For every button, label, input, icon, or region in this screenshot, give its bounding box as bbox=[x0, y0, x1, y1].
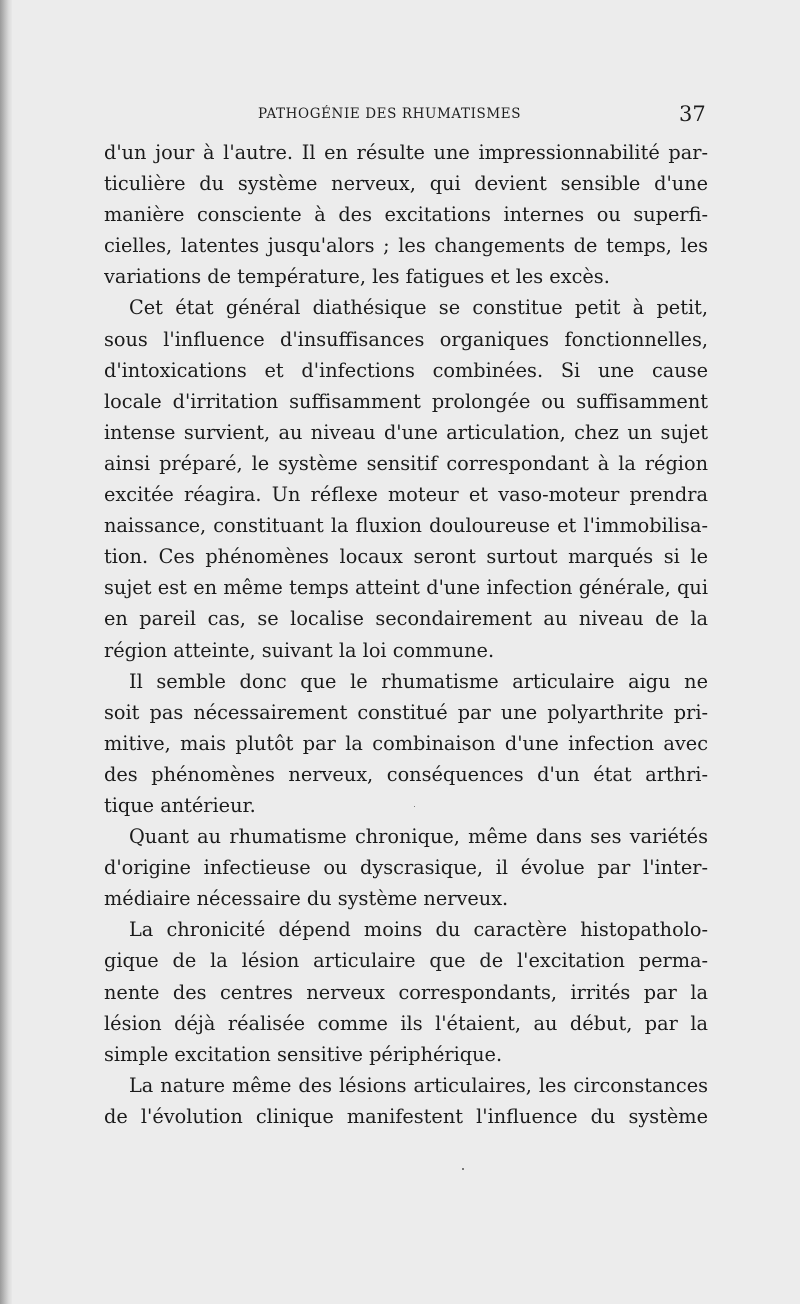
text-line: ainsi préparé, le système sensitif correspondant à la région bbox=[104, 451, 708, 475]
text-line: nente des centres nerveux correspondants, irrités par la bbox=[104, 980, 708, 1004]
text-line: tion. Ces phénomènes locaux seront surtout marqués si le bbox=[104, 545, 708, 569]
print-speck bbox=[462, 1168, 464, 1170]
text-line: La nature même des lésions articulaires, les circonstances bbox=[129, 1073, 708, 1097]
binding-shadow bbox=[0, 0, 12, 1304]
running-title: PATHOGÉNIE DES RHUMATISMES bbox=[258, 106, 522, 122]
text-line: d'intoxications et d'infections combinées. Si une cause bbox=[104, 358, 708, 382]
text-line: région atteinte, suivant la loi commune. bbox=[104, 638, 495, 662]
print-speck bbox=[414, 806, 415, 807]
text-line: en pareil cas, se localise secondairement au niveau de la bbox=[104, 607, 708, 631]
text-line: gique de la lésion articulaire que de l'excitation perma- bbox=[104, 949, 708, 973]
text-line: Cet état général diathésique se constitue petit à petit, bbox=[129, 296, 708, 320]
text-line: sujet est en même temps atteint d'une infection générale, qui bbox=[104, 576, 708, 600]
text-line: lésion déjà réalisée comme ils l'étaient, au début, par la bbox=[104, 1011, 708, 1035]
text-line: d'un jour à l'autre. Il en résulte une impressionnabilité par- bbox=[104, 141, 708, 164]
text-line: manière consciente à des excitations internes ou superfi- bbox=[104, 203, 708, 227]
text-line: sous l'influence d'insuffisances organiques fonctionnelles, bbox=[104, 327, 708, 351]
text-line: mitive, mais plutôt par la combinaison d'une infection avec bbox=[104, 731, 708, 755]
text-line: La chronicité dépend moins du caractère histopatholo- bbox=[129, 918, 708, 942]
text-line: simple excitation sensitive périphérique. bbox=[104, 1042, 503, 1066]
text-line: Il semble donc que le rhumatisme articulaire aigu ne bbox=[129, 669, 708, 693]
text-line: cielles, latentes jusqu'alors ; les changements de temps, les bbox=[104, 234, 708, 258]
text-line: variations de température, les fatigues et les excès. bbox=[104, 265, 610, 289]
text-line: de l'évolution clinique manifestent l'influence du système bbox=[104, 1104, 708, 1128]
text-line: médiaire nécessaire du système nerveux. bbox=[104, 887, 509, 911]
text-line: Quant au rhumatisme chronique, même dans ses variétés bbox=[129, 825, 708, 849]
text-line: naissance, constituant la fluxion douloureuse et l'immobilisa- bbox=[104, 514, 708, 538]
text-line: soit pas nécessairement constitué par une polyarthrite pri- bbox=[104, 700, 708, 724]
text-line: intense survient, au niveau d'une articulation, chez un sujet bbox=[104, 420, 708, 444]
text-line: locale d'irritation suffisamment prolongée ou suffisamment bbox=[104, 389, 708, 413]
text-line: ticulière du système nerveux, qui devient sensible d'une bbox=[104, 172, 708, 196]
text-line: tique antérieur. bbox=[104, 793, 256, 817]
text-line: d'origine infectieuse ou dyscrasique, il évolue par l'inter- bbox=[104, 856, 708, 880]
page-number: 37 bbox=[679, 102, 706, 126]
text-line: des phénomènes nerveux, conséquences d'un état arthri- bbox=[104, 762, 708, 786]
body-text bbox=[104, 137, 708, 1132]
text-line: excitée réagira. Un réflexe moteur et vaso-moteur prendra bbox=[104, 483, 708, 507]
